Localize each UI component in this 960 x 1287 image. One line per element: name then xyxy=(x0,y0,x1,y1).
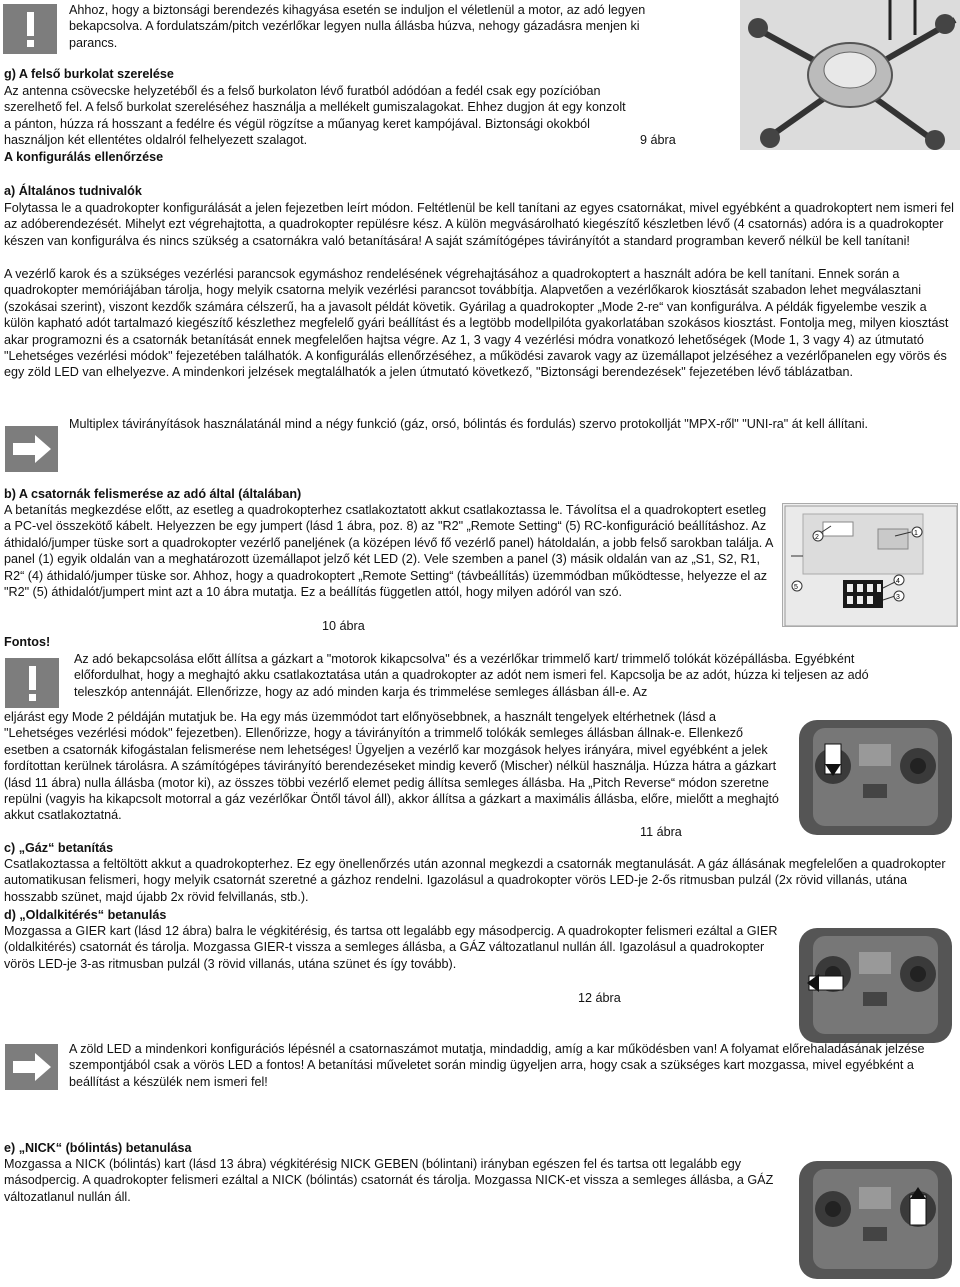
section-e-heading: e) „NICK“ (bólintás) betanulása xyxy=(4,1141,192,1155)
board-label-5: 5 xyxy=(794,584,798,591)
section-g-line-1: Az antenna csövecske helyzetéből és a felső burkolaton lévő furatból adódóan a fedél csak egy pozícióban xyxy=(4,84,601,98)
section-d-para: Mozgassa a GIER kart (lásd 12 ábra) balra le végkitérésig, és tartsa ott legalább egy másodpercig. A quadrokopter felismeri ezáltal a GIER (oldalkitérés) csatornát és tárolja. Mozgassa GIER-t vissza a semleges állásba, a GÁZ változatlanul nullán áll. Igazolásul a quadrokopter vörös LED-je 3-as ritmusban pulzál (3 rövid villanás, utána szünet és így tovább). xyxy=(4,924,778,971)
section-b-para: A betanítás megkezdése előtt, az esetleg a quadrokopterhez csatlakoztatott akkut csatlakoztassa le. Távolítsa el a quadrokoptert esetleg a PC-vel összekötő kábelt. Helyezzen be egy jumpert (lásd 1 ábra, poz. 8) az "R2" „Remote Setting“ (5) RC-konfiguráció beállításhoz. Az áthidaló/jumper tüske sort a quadrokopter vezérlő paneljének (a középen lévő fő vezérlő panel) hátoldalán, a jobb felső sarokban találja. A panel (1) egyik oldalán van a meghatározott üzemállapot jelző két LED (2). Vele szemben a panel (3) másik oldalán van az „S1, S2, R1, R2“ (4) áthidaló/jumper tüske sor. Ahhoz, hogy a quadrokoptert „Remote Setting“ (távbeállítás) üzemmódban működtesse, helyezze el az "R2" (5) áthidalót/jumpert mint azt a 10 ábra mutatja. Ez a beállítás független attól, hogy milyen adóról van szó. xyxy=(4,503,773,600)
figure-10-label: 10 ábra xyxy=(322,619,365,633)
figure-10-board-diagram xyxy=(782,503,958,627)
figure-9-quadcopter-photo xyxy=(740,0,960,150)
arrow-right-icon xyxy=(5,1044,58,1090)
section-c-heading: c) „Gáz“ betanítás xyxy=(4,841,114,855)
important-text: Az adó bekapcsolása előtt állítsa a gázkart a "motorok kikapcsolva" és a vezérlőkar trimmelő kart/ trimmelő tolókát középállásba. Egyébként előfordulhat, hogy a meghajtó akku csatlakoztatása után a quadrokopter az adót nem ismeri fel. Kapcsolja be az adót, húzza ki teljesen az adó teleszkóp antennáját. Ellenőrizze, hogy az adó minden karja és trimmelése semleges állásban áll-e. Az xyxy=(74,652,869,699)
section-a-para-2: A vezérlő karok és a szükséges vezérlési parancsok egymáshoz rendelésének végrehajtásához a quadrokoptert a használt adóra be kell tanítani. Ennek során a quadrokopter memóriájában tárolja, hogy melyik csatorna melyik vezérlési parancsot továbbítja. Alapvetően a vezérlőkarok kiosztását szabadon lehet megválasztani (szokásai szerint), viszont kezdők számára célszerű, ha a javasolt példát követik. Gyárilag a quadrokopter „Mode 2-re“ van konfigurálva. A példák figyelembe veszik a külön kapható adót tartalmazó kiegészítő készlethez megfelelő gyári beállítást és a legtöbb modellpilóta gyakorlatában szokásos kiosztást. Fontolja meg, milyen kiosztást akar programozni és a csatornák betanítását ennek megfelelően hajtsa végre. Az 1, 3 vagy 4 vezérlési módra vonatkozó lehetőségek (Mode 1, 3 vagy 4) az útmutató "Lehetséges vezérlési módok" fejezetében találhatók. A konfigurálás ellenőrzéséhez, a működési zavarok vagy az üzemállapot jelzéséhez a vezérlőpanelen egy vörös és egy zöld LED van elhelyezve. A mindenkori jelzések megtalálhatók a jelen útmutató következő, "Biztonsági berendezések" fejezetében lévő táblázatban. xyxy=(4,267,949,380)
section-a-note: Multiplex távirányítások használatánál mind a négy funkció (gáz, orsó, bólintás és fordulás) szervo protokollját "MPX-ről" "UNI-ra" át kell állítani. xyxy=(69,417,869,431)
section-a-para-1: Folytassa le a quadrokopter konfigurálását a jelen fejezetben leírt módon. Feltétlenül be kell tanítani az egyes csatornákat, mivel egyébként a quadrokoptert nem ismeri fel az adóberendezését. Mihelyt ezt végrehajtotta, a quadrokopter repülésre kész. A külön megvásárolható kiegészítő készletben lévő (4 csatornás) adóra is a quadrokopter készen van konfigurálva és nincs szükség a csatornákra való betanítására! A saját számítógépes távirányítót a standard programban keverő nélkül be kell tanítani! xyxy=(4,201,954,248)
warning-icon xyxy=(5,658,59,708)
section-d-note: A zöld LED a mindenkori konfigurációs lépésnél a csatornaszámot mutatja, mindaddig, amíg a kar működésben van! A folyamat előrehaladásának jelzése szempontjából csak a vörös LED a fontos! A betanítási műveletet során mindig ügyeljen arra, hogy csak a szükséges kart mozgassa, mivel egyébként a beállítást a készülék nem ismeri fel! xyxy=(69,1042,925,1089)
figure-9-label: 9 ábra xyxy=(640,133,676,147)
section-g-line-4: használjon két ellentétes oldalról felhelyezett szalagot. xyxy=(4,133,308,147)
figure-11-label: 11 ábra xyxy=(640,825,682,839)
figure-13-transmitter xyxy=(793,1155,958,1283)
board-label-4: 4 xyxy=(896,578,900,585)
board-label-1: 1 xyxy=(914,530,918,537)
figure-11-transmitter xyxy=(793,714,958,839)
arrow-right-icon xyxy=(5,426,58,472)
warning-icon xyxy=(3,4,57,54)
section-g-line-2: szerelhető fel. A felső burkolat szereléséhez használja a mellékelt gumiszalagokat. Ehhez dugjon át egy konzolt xyxy=(4,100,626,114)
section-b-heading: b) A csatornák felismerése az adó által (általában) xyxy=(4,487,302,501)
section-g-line-3: a pánton, húzza rá hosszant a fedélre és végül rögzítse a műanyag keret kampójával. Biztonsági okokból xyxy=(4,117,590,131)
section-b-continuation: eljárást egy Mode 2 példáján mutatjuk be. Ha egy más üzemmódot tart előnyösebbnek, a használt tengelyek eltérhetnek (lásd a "Lehetséges vezérlési módok" fejezetben). Ellenőrizze, hogy a távirányítón a trimmelő tolókák semleges állásban állnak-e. Ellenkező esetben a csatornák kifogástalan felismerése nem lehetséges! Ügyeljen a vezérlő kar mozgások helyes irányára, mivel egyébként a jelek fordítottan kerülnek tárolásra. A számítógépes távirányító berendezéseket mindig keverő (Mischer) nélkül használja. Húzza hátra a gázkart (lásd 11 ábra) nulla állásba (motor ki), az összes többi vezérlő elemet pedig állítsa semleges állásba. Ha „Pitch Reverse“ módon szeretne repülni (vagyis ha kikapcsolt motorral a gáz vezérlőkar Öntől távol áll), akkor állítsa a gázkart a maximális állásba, előre, mielőtt a meghajtó akkut csatlakoztatná. xyxy=(4,710,779,823)
section-e-para: Mozgassa a NICK (bólintás) kart (lásd 13 ábra) végkitérésig NICK GEBEN (bólintani) irányban egészen fel és tartsa ott legalább egy másodpercig. A quadrokopter felismeri ezáltal a NICK (bólintás) csatornát és tárolja. Mozgassa NICK-et vissza a semleges állásba, a GÁZ változatlanul nullán áll. xyxy=(4,1157,774,1204)
important-label: Fontos! xyxy=(4,635,51,649)
figure-12-label: 12 ábra xyxy=(578,991,621,1005)
main-heading: A konfigurálás ellenőrzése xyxy=(4,150,164,164)
section-c-para: Csatlakoztassa a feltöltött akkut a quadrokopterhez. Ez egy önellenőrzés után azonnal megkezdi a csatornák megtanulását. A gáz állásának megfelelően a quadrokopter automatikusan felismeri, hogy melyik csatornát szeretné a gázhoz rendelni. Igazolásul a quadrokopter vörös LED-je 2-ős ritmusban pulzál (2x rövid villanás, utána hosszabb szünet, majd újabb 2x rövid felvillanás, stb.). xyxy=(4,857,946,904)
section-g-heading: g) A felső burkolat szerelése xyxy=(4,67,174,81)
figure-12-transmitter xyxy=(793,922,958,1047)
section-a-heading: a) Általános tudnivalók xyxy=(4,184,142,198)
board-label-2: 2 xyxy=(815,534,819,541)
section-d-heading: d) „Oldalkitérés“ betanulás xyxy=(4,908,167,922)
board-label-3: 3 xyxy=(896,594,900,601)
intro-warning-text: Ahhoz, hogy a biztonsági berendezés kihagyása esetén se induljon el véletlenül a motor, az adó legyen bekapcsolva. A fordulatszám/pitch vezérlőkar legyen nulla állásba húzva, nehogy gázadásra menjen ki parancs. xyxy=(69,3,646,50)
